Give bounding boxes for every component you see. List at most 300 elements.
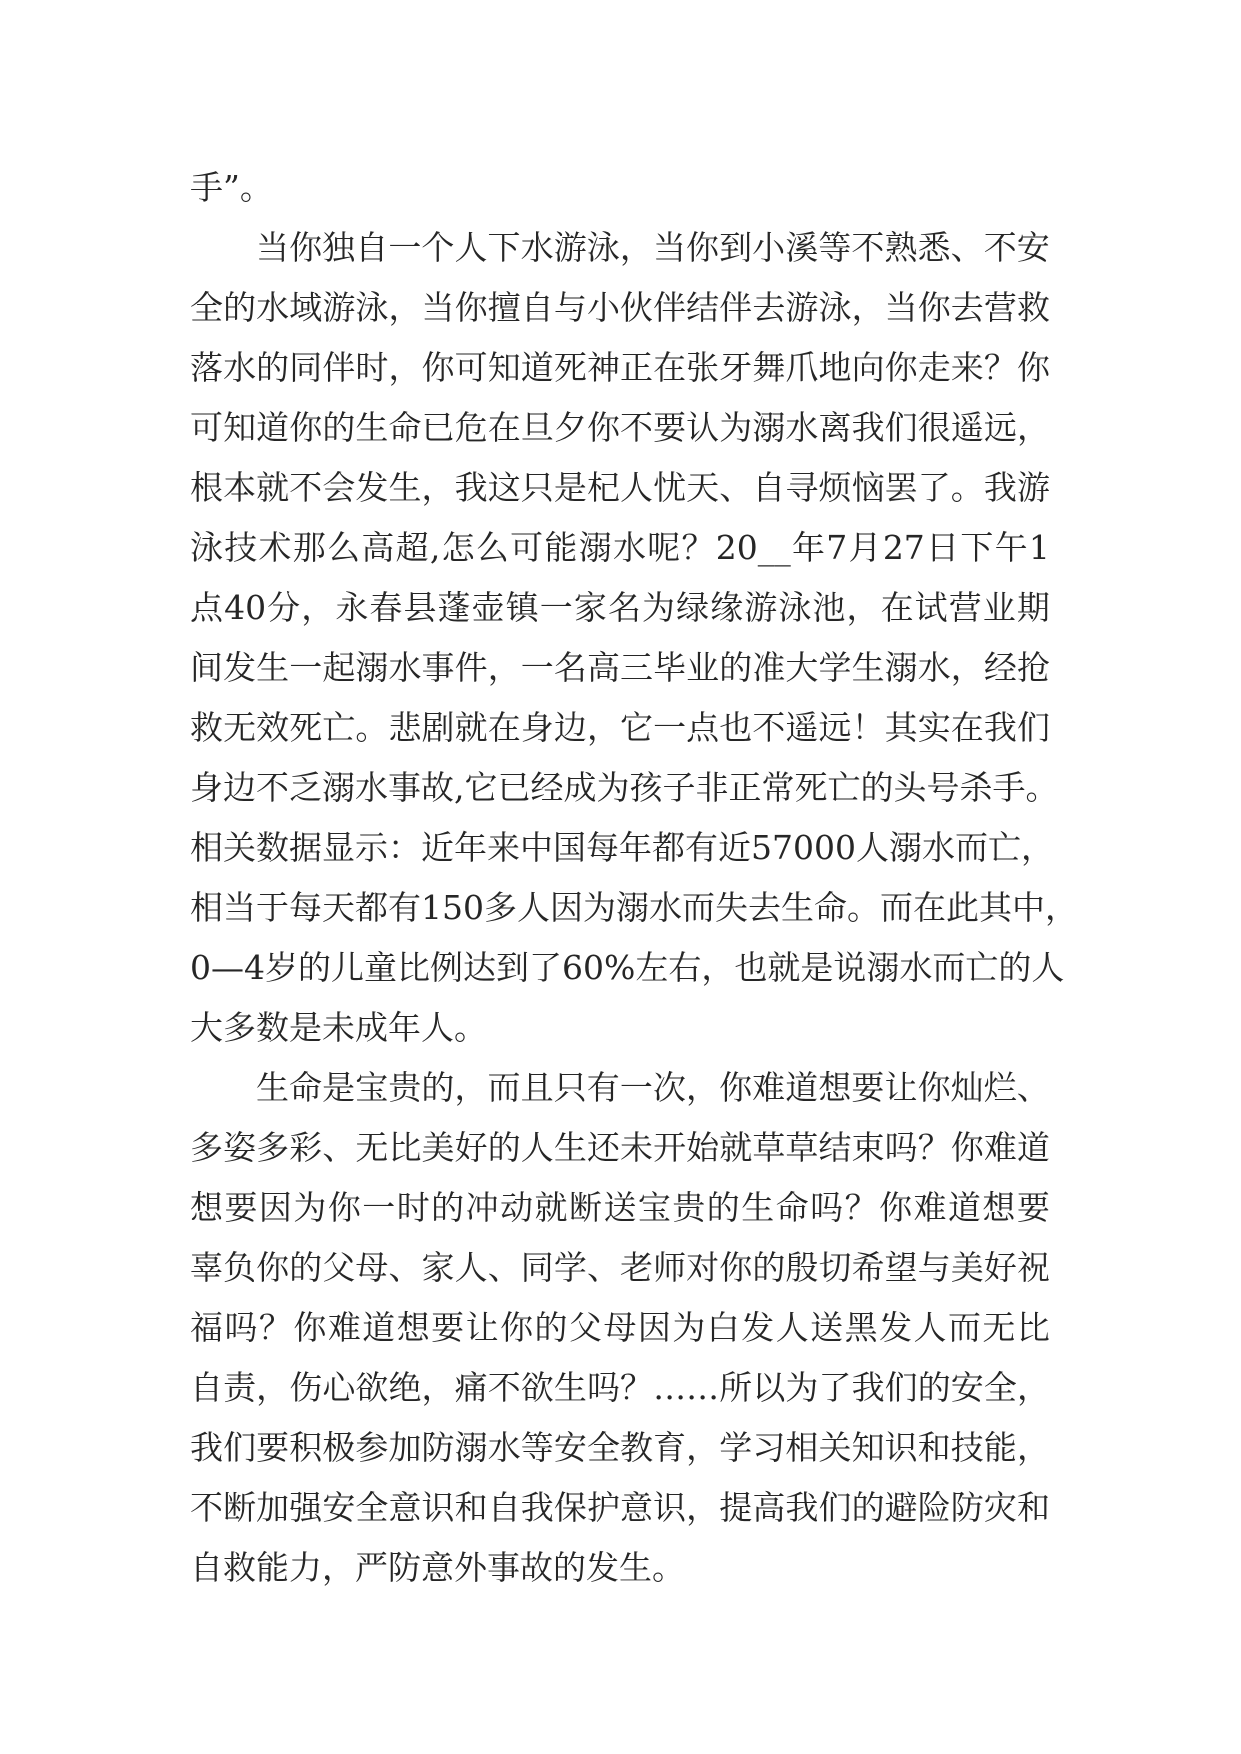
line-glyph: 能 xyxy=(544,528,578,567)
line-glyph: 域 xyxy=(289,288,323,327)
line-glyph: 安 xyxy=(1016,228,1050,267)
line-glyph: 也 xyxy=(719,708,753,747)
line-glyph: 美 xyxy=(421,1128,455,1167)
line-glyph: 我 xyxy=(454,468,488,507)
line-glyph: 、 xyxy=(719,468,753,507)
line-glyph: 地 xyxy=(818,348,852,387)
line-glyph: 死 xyxy=(794,768,828,807)
text-line xyxy=(190,158,1050,218)
line-glyph: ！ xyxy=(851,708,885,747)
line-glyph: 来 xyxy=(487,828,520,867)
line-glyph: 我 xyxy=(983,708,1017,747)
line-glyph: 我 xyxy=(851,408,885,447)
line-glyph: 识 xyxy=(421,1488,455,1527)
line-glyph: 可 xyxy=(454,348,488,387)
line-glyph: 一 xyxy=(362,1188,396,1227)
line-glyph: 天 xyxy=(686,468,720,507)
line-glyph: ， xyxy=(851,288,885,327)
text-line xyxy=(190,218,1050,278)
line-glyph: 离 xyxy=(818,408,852,447)
line-glyph: 下 xyxy=(487,228,521,267)
line-glyph: 的 xyxy=(223,288,257,327)
line-glyph: 营 xyxy=(983,288,1017,327)
line-glyph: 们 xyxy=(884,1368,918,1407)
line-glyph: 此 xyxy=(946,888,979,927)
line-glyph: 你 xyxy=(256,1248,290,1287)
line-glyph: 去 xyxy=(950,288,984,327)
line-glyph: 月 xyxy=(848,528,882,567)
line-glyph: 知 xyxy=(851,1428,885,1467)
line-glyph: 会 xyxy=(322,468,356,507)
line-glyph: 、 xyxy=(322,1128,356,1167)
line-glyph: 水 xyxy=(612,528,646,567)
line-glyph: 难 xyxy=(983,1128,1017,1167)
text-line xyxy=(190,938,1065,998)
line-glyph: 人 xyxy=(913,1308,947,1347)
line-glyph: 水 xyxy=(899,948,933,987)
line-glyph: 安 xyxy=(950,1368,984,1407)
line-glyph: 效 xyxy=(256,708,290,747)
line-glyph: 那 xyxy=(292,528,326,567)
line-glyph: ？ xyxy=(844,1188,878,1227)
line-glyph: 开 xyxy=(653,1128,687,1167)
line-glyph: 舞 xyxy=(752,348,786,387)
line-glyph: 难 xyxy=(913,1188,947,1227)
line-glyph: 绿 xyxy=(676,588,710,627)
line-glyph: 让 xyxy=(465,1308,499,1347)
line-glyph: 望 xyxy=(884,1248,918,1287)
line-glyph: 起 xyxy=(322,648,356,687)
line-glyph: 泳 xyxy=(818,288,852,327)
line-glyph: 游 xyxy=(785,288,819,327)
line-glyph: 故 xyxy=(421,768,454,807)
line-glyph: 想 xyxy=(190,1188,223,1227)
line-glyph: 比 xyxy=(388,1128,422,1167)
line-glyph: 伙 xyxy=(620,288,654,327)
line-glyph: 全 xyxy=(190,288,223,327)
line-glyph: 数 xyxy=(256,828,289,867)
line-glyph: 点 xyxy=(190,588,223,627)
line-glyph: 道 xyxy=(256,408,290,447)
line-glyph: 自 xyxy=(520,288,554,327)
line-glyph: 营 xyxy=(948,588,982,627)
line-glyph: 你 xyxy=(421,348,455,387)
line-glyph: 超 xyxy=(395,528,429,567)
line-glyph: 溺 xyxy=(578,528,612,567)
line-glyph: 水 xyxy=(785,408,819,447)
line-glyph: 20__ xyxy=(715,528,791,567)
line-glyph: ， xyxy=(701,948,735,987)
line-glyph: 三 xyxy=(620,648,654,687)
line-glyph: 水 xyxy=(487,1428,521,1467)
line-glyph: 的 xyxy=(487,1128,521,1167)
line-glyph: 不 xyxy=(620,408,654,447)
line-glyph: 子 xyxy=(662,768,696,807)
line-glyph: 安 xyxy=(553,1428,587,1467)
line-glyph: 恼 xyxy=(851,468,885,507)
line-glyph: 杀 xyxy=(959,768,993,807)
line-glyph: 小 xyxy=(586,288,620,327)
line-glyph: 生 xyxy=(781,888,814,927)
text-line xyxy=(190,1178,1050,1238)
line-glyph: 头 xyxy=(893,768,927,807)
line-glyph: 难 xyxy=(327,1308,361,1347)
line-glyph: 示 xyxy=(355,828,388,867)
line-glyph: 想 xyxy=(982,1188,1016,1227)
line-glyph: 等 xyxy=(520,1428,554,1467)
line-glyph: 提 xyxy=(719,1488,753,1527)
line-glyph: 防 xyxy=(950,1488,984,1527)
line-glyph: 你 xyxy=(454,288,488,327)
line-glyph: 自 xyxy=(487,1488,521,1527)
line-glyph: 为 xyxy=(596,768,630,807)
line-glyph: 多 xyxy=(484,888,517,927)
line-glyph: 伴 xyxy=(322,348,356,387)
line-glyph: 知 xyxy=(223,408,257,447)
line-glyph: 加 xyxy=(388,1428,422,1467)
line-glyph: 壶 xyxy=(471,588,505,627)
line-glyph: 蓬 xyxy=(437,588,471,627)
line-glyph: 教 xyxy=(620,1428,654,1467)
line-glyph: 生 xyxy=(553,1368,587,1407)
line-glyph: 当 xyxy=(652,228,686,267)
line-glyph: ， xyxy=(388,348,422,387)
line-glyph: 可 xyxy=(510,528,544,567)
line-glyph: 你 xyxy=(293,1308,327,1347)
line-glyph: 多 xyxy=(190,1128,223,1167)
line-glyph: 识 xyxy=(884,1428,918,1467)
line-glyph: 成 xyxy=(563,768,597,807)
line-glyph: 吗 xyxy=(884,1128,918,1167)
line-glyph: 为 xyxy=(293,1188,327,1227)
line-glyph: 吗 xyxy=(810,1188,844,1227)
line-glyph: 始 xyxy=(686,1128,720,1167)
line-glyph: 走 xyxy=(917,348,951,387)
line-glyph: 事 xyxy=(421,648,455,687)
line-glyph: 间 xyxy=(190,648,223,687)
line-glyph: 缘 xyxy=(710,588,744,627)
line-glyph: 来 xyxy=(950,348,984,387)
line-glyph: ？ xyxy=(917,1128,951,1167)
line-glyph: 4 xyxy=(244,948,265,987)
line-glyph: 人 xyxy=(775,1308,809,1347)
line-glyph: ， xyxy=(388,288,422,327)
line-glyph: 相 xyxy=(190,888,223,927)
line-glyph: 么 xyxy=(327,528,361,567)
line-glyph: 的 xyxy=(289,1248,323,1287)
line-glyph: 为 xyxy=(672,1308,706,1347)
line-glyph: 亡 xyxy=(322,708,356,747)
line-glyph: 贵 xyxy=(672,1188,706,1227)
line-glyph: 贵 xyxy=(388,1068,422,1107)
line-glyph: 负 xyxy=(223,1248,257,1287)
text-line xyxy=(190,578,1050,638)
line-glyph: 和 xyxy=(454,1488,488,1527)
line-glyph: 国 xyxy=(553,828,586,867)
line-glyph: 等 xyxy=(818,228,852,267)
line-glyph: 你 xyxy=(719,1248,753,1287)
line-glyph: 、 xyxy=(1016,1068,1050,1107)
line-glyph: 中 xyxy=(1012,888,1045,927)
line-glyph: 道 xyxy=(947,1188,981,1227)
line-glyph: 而 xyxy=(487,1068,521,1107)
line-glyph: 是 xyxy=(800,948,834,987)
line-glyph: 想 xyxy=(396,1308,430,1347)
line-glyph: 不 xyxy=(289,468,323,507)
line-glyph: 、 xyxy=(950,228,984,267)
line-glyph: 镇 xyxy=(505,588,539,627)
line-glyph: 杞 xyxy=(586,468,620,507)
line-glyph: 旦 xyxy=(520,408,554,447)
line-glyph: 未 xyxy=(620,1128,654,1167)
line-glyph: 剧 xyxy=(421,708,455,747)
line-glyph: 年 xyxy=(454,828,487,867)
line-glyph: 溺 xyxy=(888,828,922,867)
line-glyph: 我 xyxy=(851,1368,885,1407)
line-glyph: 、 xyxy=(388,1248,422,1287)
line-glyph: 显 xyxy=(322,828,355,867)
line-glyph: 老 xyxy=(620,1248,654,1287)
line-glyph: 全 xyxy=(355,1488,389,1527)
line-glyph: 们 xyxy=(884,408,918,447)
line-glyph: 学 xyxy=(818,648,852,687)
line-glyph: ， xyxy=(1016,408,1050,447)
line-glyph: 多 xyxy=(256,1128,290,1167)
line-glyph: 都 xyxy=(652,828,685,867)
line-glyph: 发 xyxy=(223,648,257,687)
line-glyph: 业 xyxy=(686,648,720,687)
line-glyph: 美 xyxy=(950,1248,984,1287)
line-glyph: 灾 xyxy=(983,1488,1017,1527)
line-glyph: 溺 xyxy=(454,1428,488,1467)
line-glyph: 祝 xyxy=(1016,1248,1050,1287)
line-glyph: 危 xyxy=(454,408,488,447)
line-glyph: 家 xyxy=(573,588,607,627)
line-glyph: 就 xyxy=(454,708,488,747)
line-glyph: 能 xyxy=(983,1428,1017,1467)
line-glyph: 57000 xyxy=(751,828,856,867)
line-glyph: 当 xyxy=(421,288,455,327)
line-glyph: 爪 xyxy=(785,348,819,387)
line-glyph: 了 xyxy=(529,948,562,987)
text-line xyxy=(190,458,1050,518)
line-glyph: 罢 xyxy=(884,468,918,507)
line-glyph: 怎 xyxy=(441,528,475,567)
line-glyph: 寻 xyxy=(785,468,819,507)
line-glyph: 育 xyxy=(653,1428,687,1467)
line-glyph: 大 xyxy=(785,648,819,687)
line-glyph: 边 xyxy=(223,768,256,807)
line-glyph: 们 xyxy=(1016,708,1050,747)
line-glyph: 当 xyxy=(884,288,918,327)
line-glyph: 抢 xyxy=(1016,648,1050,687)
paragraph-1 xyxy=(190,158,1050,218)
line-glyph: 亡 xyxy=(987,828,1021,867)
line-glyph: 有 xyxy=(388,888,421,927)
line-glyph: 为 xyxy=(785,1368,819,1407)
line-glyph: 断 xyxy=(223,1488,257,1527)
line-glyph: 生 xyxy=(355,408,389,447)
line-glyph: 生 xyxy=(388,468,422,507)
line-glyph: 痛 xyxy=(454,1368,488,1407)
line-glyph: 你 xyxy=(917,1068,951,1107)
line-glyph: 相 xyxy=(785,1428,819,1467)
line-glyph: 边 xyxy=(553,708,587,747)
line-glyph: 结 xyxy=(686,288,720,327)
line-glyph: 高 xyxy=(361,528,395,567)
line-glyph: 父 xyxy=(322,1248,356,1287)
line-glyph: 午 xyxy=(994,528,1028,567)
line-glyph: 想 xyxy=(818,1068,852,1107)
line-glyph: 术 xyxy=(258,528,292,567)
line-glyph: 就 xyxy=(534,1188,568,1227)
line-glyph: 意 xyxy=(620,1488,654,1527)
line-glyph: 其 xyxy=(884,708,918,747)
line-glyph: 险 xyxy=(917,1488,951,1527)
line-glyph: , xyxy=(429,528,441,567)
line-glyph: 因 xyxy=(550,888,583,927)
line-glyph: 的 xyxy=(719,648,753,687)
line-glyph: 手 xyxy=(992,768,1026,807)
line-glyph: 忧 xyxy=(653,468,687,507)
line-glyph: 动 xyxy=(500,1188,534,1227)
line-glyph: 40 xyxy=(224,588,267,627)
text-line xyxy=(190,1358,1050,1418)
line-glyph: 人 xyxy=(1031,948,1065,987)
line-glyph: 为 xyxy=(583,888,616,927)
line-glyph: 在 xyxy=(950,708,984,747)
line-glyph: 人 xyxy=(520,1128,554,1167)
line-glyph: ， xyxy=(487,648,521,687)
line-glyph: 夕 xyxy=(553,408,587,447)
line-glyph: 送 xyxy=(603,1188,637,1227)
line-glyph: 无 xyxy=(982,1308,1016,1347)
line-glyph: 全 xyxy=(983,1368,1017,1407)
line-glyph: 次 xyxy=(652,1068,686,1107)
line-glyph: 试 xyxy=(914,588,948,627)
line-glyph: 么 xyxy=(475,528,509,567)
line-glyph: 比 xyxy=(1016,1308,1050,1347)
line-glyph: 名 xyxy=(553,648,587,687)
line-glyph: 冲 xyxy=(465,1188,499,1227)
line-glyph: 欲 xyxy=(355,1368,389,1407)
line-glyph: 。 xyxy=(1025,768,1059,807)
line-glyph: 远 xyxy=(818,708,852,747)
line-glyph: 水 xyxy=(917,648,951,687)
line-glyph: 年 xyxy=(792,528,826,567)
line-glyph: 水 xyxy=(256,288,290,327)
line-glyph: 切 xyxy=(818,1248,852,1287)
line-glyph: ， xyxy=(686,1068,720,1107)
line-glyph: 150 xyxy=(421,888,484,927)
line-glyph: 泳 xyxy=(778,588,812,627)
line-glyph: 要 xyxy=(653,408,687,447)
line-glyph: 师 xyxy=(653,1248,687,1287)
line-glyph: 向 xyxy=(851,348,885,387)
line-glyph: 你 xyxy=(327,1188,361,1227)
line-glyph: 有 xyxy=(685,828,718,867)
line-glyph: 池 xyxy=(812,588,846,627)
line-glyph: 常 xyxy=(761,768,795,807)
line-glyph: 生 xyxy=(256,648,290,687)
line-glyph: ， xyxy=(301,588,335,627)
line-glyph: 的 xyxy=(534,1308,568,1347)
line-glyph: 同 xyxy=(520,1248,554,1287)
line-glyph: 当 xyxy=(223,888,256,927)
line-glyph: 要 xyxy=(851,1068,885,1107)
line-glyph: 泳 xyxy=(190,528,223,567)
line-glyph: ， xyxy=(846,588,880,627)
line-glyph: 为 xyxy=(642,588,676,627)
line-glyph: 福 xyxy=(190,1308,223,1347)
line-glyph: 绝 xyxy=(388,1368,422,1407)
line-glyph: 事 xyxy=(388,768,421,807)
text-line xyxy=(190,1118,1050,1178)
line-glyph: 母 xyxy=(355,1248,389,1287)
line-glyph: 每 xyxy=(289,888,322,927)
line-glyph: 在 xyxy=(913,888,946,927)
line-glyph: 同 xyxy=(289,348,323,387)
line-glyph: 彩 xyxy=(289,1128,323,1167)
line-glyph: 不 xyxy=(752,708,786,747)
line-glyph: 例 xyxy=(430,948,463,987)
line-glyph: 水 xyxy=(649,888,682,927)
line-glyph: 水 xyxy=(223,348,257,387)
line-glyph: 自 xyxy=(752,468,786,507)
line-glyph: 一 xyxy=(619,1068,653,1107)
line-glyph: 的 xyxy=(998,948,1032,987)
line-glyph: 伴 xyxy=(653,288,687,327)
line-glyph: 死 xyxy=(289,708,323,747)
line-glyph: 点 xyxy=(686,708,720,747)
line-text: 大多数是未成年人。 xyxy=(190,1008,487,1047)
text-line xyxy=(190,1058,1050,1118)
line-glyph: 们 xyxy=(818,1488,852,1527)
text-line xyxy=(190,1418,1050,1478)
line-glyph: 与 xyxy=(917,1248,951,1287)
document-body xyxy=(190,158,1078,1598)
text-line xyxy=(190,758,1059,818)
line-glyph: 去 xyxy=(752,288,786,327)
line-glyph: 中 xyxy=(520,828,553,867)
line-text: 手”。 xyxy=(190,168,273,207)
text-line xyxy=(190,698,1050,758)
line-glyph: 独 xyxy=(322,228,356,267)
line-glyph: 的 xyxy=(256,348,290,387)
line-glyph: … xyxy=(653,1368,687,1407)
line-glyph: 27 xyxy=(882,528,925,567)
line-glyph: 、 xyxy=(487,1248,521,1287)
line-glyph: ？ xyxy=(258,1308,292,1347)
line-glyph: 其 xyxy=(979,888,1012,927)
line-glyph: 身 xyxy=(190,768,223,807)
line-glyph: 家 xyxy=(421,1248,455,1287)
line-glyph: 每 xyxy=(586,828,619,867)
line-glyph: 吗 xyxy=(224,1308,258,1347)
line-glyph: 个 xyxy=(421,228,455,267)
line-glyph: 让 xyxy=(884,1068,918,1107)
text-line xyxy=(190,1478,1050,1538)
line-glyph: 积 xyxy=(289,1428,323,1467)
line-glyph: 你 xyxy=(719,1068,753,1107)
line-glyph: 溺 xyxy=(616,888,649,927)
line-glyph: 安 xyxy=(322,1488,356,1527)
line-glyph: 的 xyxy=(860,768,894,807)
line-glyph: 心 xyxy=(322,1368,356,1407)
line-glyph: 天 xyxy=(322,888,355,927)
line-glyph: 死 xyxy=(553,348,587,387)
line-glyph: 也 xyxy=(734,948,768,987)
